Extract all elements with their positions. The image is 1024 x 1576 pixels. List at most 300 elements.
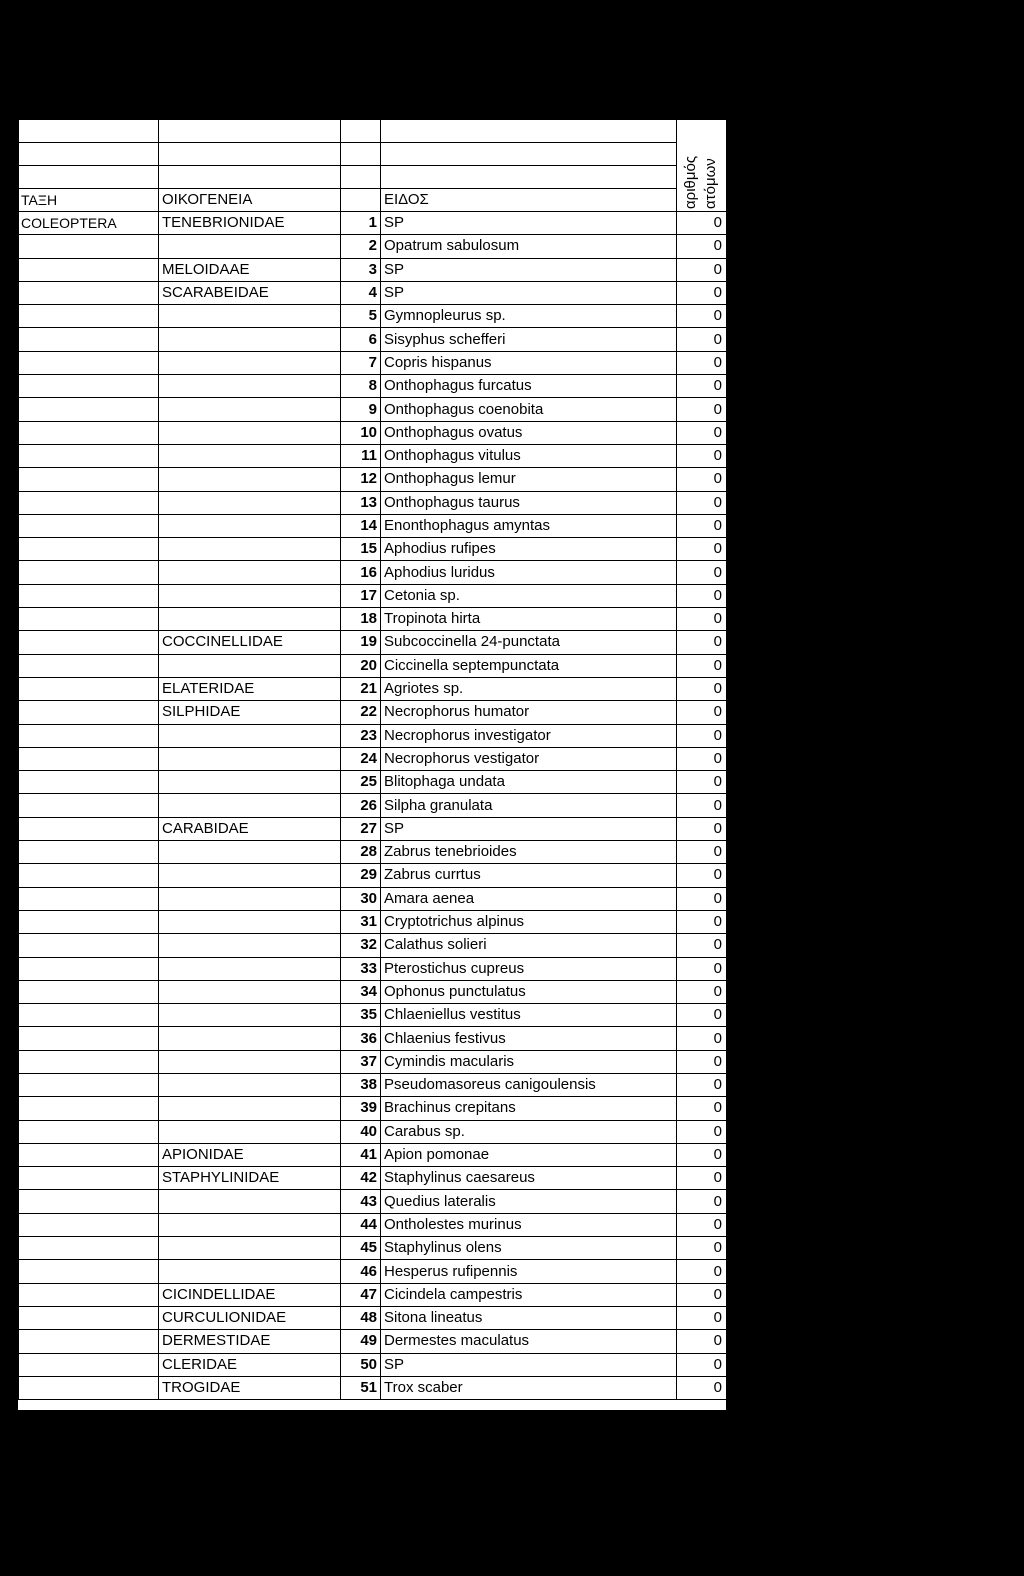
family-cell [159,608,341,631]
order-cell [19,1097,159,1120]
count-cell: 0 [677,724,727,747]
count-cell: 0 [677,1120,727,1143]
table-row [19,654,727,677]
species-name-cell: Chlaeniellus vestitus [381,1004,677,1027]
header-spacer-cell [19,120,159,143]
order-cell [19,1237,159,1260]
species-number-cell: 19 [341,631,381,654]
species-number-cell: 4 [341,281,381,304]
species-name-cell: Onthophagus coenobita [381,398,677,421]
family-cell [159,1004,341,1027]
order-cell [19,468,159,491]
count-cell: 0 [677,1027,727,1050]
order-cell [19,491,159,514]
species-name-cell: Copris hispanus [381,351,677,374]
count-cell: 0 [677,887,727,910]
table-row [19,584,727,607]
order-cell [19,1073,159,1096]
order-cell [19,514,159,537]
count-cell: 0 [677,468,727,491]
species-name-cell: Necrophorus humator [381,701,677,724]
species-table [18,119,727,1400]
family-cell: CLERIDAE [159,1353,341,1376]
species-name-cell: Ciccinella septempunctata [381,654,677,677]
table-row [19,212,727,235]
species-number-cell: 18 [341,608,381,631]
family-cell [159,398,341,421]
species-name-cell: Aphodius rufipes [381,538,677,561]
table-row [19,1190,727,1213]
species-name-cell: Staphylinus olens [381,1237,677,1260]
table-row [19,864,727,887]
table-row [19,468,727,491]
count-cell: 0 [677,747,727,770]
header-num [341,189,381,212]
count-cell: 0 [677,677,727,700]
family-cell [159,375,341,398]
species-number-cell: 28 [341,841,381,864]
count-cell: 0 [677,771,727,794]
species-number-cell: 42 [341,1167,381,1190]
header-row [19,189,727,212]
count-cell: 0 [677,608,727,631]
species-name-cell: SP [381,817,677,840]
family-cell [159,514,341,537]
species-name-cell: Zabrus currtus [381,864,677,887]
species-number-cell: 12 [341,468,381,491]
family-cell [159,328,341,351]
family-cell [159,934,341,957]
table-row [19,771,727,794]
species-number-cell: 16 [341,561,381,584]
count-cell: 0 [677,258,727,281]
table-row [19,1376,727,1399]
order-cell [19,1167,159,1190]
species-number-cell: 20 [341,654,381,677]
species-number-cell: 35 [341,1004,381,1027]
species-number-cell: 10 [341,421,381,444]
header-species: ΕΙΔΟΣ [381,189,677,212]
table-row [19,514,727,537]
species-number-cell: 43 [341,1190,381,1213]
count-cell: 0 [677,1306,727,1329]
species-number-cell: 47 [341,1283,381,1306]
species-number-cell: 46 [341,1260,381,1283]
species-number-cell: 7 [341,351,381,374]
species-number-cell: 26 [341,794,381,817]
family-cell: DERMESTIDAE [159,1330,341,1353]
order-cell [19,1376,159,1399]
table-row [19,724,727,747]
family-cell [159,468,341,491]
order-cell [19,677,159,700]
species-number-cell: 38 [341,1073,381,1096]
species-name-cell: Apion pomonae [381,1143,677,1166]
header-spacer-cell [19,166,159,189]
order-cell [19,281,159,304]
species-name-cell: Chlaenius festivus [381,1027,677,1050]
species-number-cell: 8 [341,375,381,398]
header-spacer-cell [159,120,341,143]
species-name-cell: Hesperus rufipennis [381,1260,677,1283]
count-cell: 0 [677,817,727,840]
species-number-cell: 14 [341,514,381,537]
family-cell: TENEBRIONIDAE [159,212,341,235]
table-row [19,1050,727,1073]
species-number-cell: 34 [341,980,381,1003]
species-name-cell: Onthophagus vitulus [381,444,677,467]
count-cell: 0 [677,212,727,235]
table-row [19,305,727,328]
table-row [19,1167,727,1190]
order-cell [19,1050,159,1073]
count-cell: 0 [677,514,727,537]
count-cell: 0 [677,421,727,444]
header-spacer-cell [159,166,341,189]
species-name-cell: Quedius lateralis [381,1190,677,1213]
species-name-cell: Dermestes maculatus [381,1330,677,1353]
species-number-cell: 21 [341,677,381,700]
order-cell [19,1353,159,1376]
species-number-cell: 11 [341,444,381,467]
family-cell: TROGIDAE [159,1376,341,1399]
count-cell: 0 [677,1376,727,1399]
family-cell: APIONIDAE [159,1143,341,1166]
family-cell [159,584,341,607]
order-cell: COLEOPTERA [19,212,159,235]
table-row [19,375,727,398]
species-number-cell: 44 [341,1213,381,1236]
order-cell [19,1306,159,1329]
count-cell: 0 [677,1330,727,1353]
order-cell [19,980,159,1003]
table-row [19,817,727,840]
species-number-cell: 31 [341,910,381,933]
header-spacer-cell [341,166,381,189]
family-cell [159,910,341,933]
family-cell [159,1213,341,1236]
species-number-cell: 5 [341,305,381,328]
count-header-wrap [677,125,727,211]
table-row [19,328,727,351]
count-cell: 0 [677,1213,727,1236]
count-cell: 0 [677,491,727,514]
count-cell: 0 [677,980,727,1003]
family-cell [159,444,341,467]
species-name-cell: Brachinus crepitans [381,1097,677,1120]
family-cell [159,538,341,561]
species-name-cell: Silpha granulata [381,794,677,817]
header-family: ΟΙΚΟΓΕΝΕΙΑ [159,189,341,212]
header-spacer-cell [381,166,677,189]
order-cell [19,305,159,328]
species-number-cell: 37 [341,1050,381,1073]
order-cell [19,421,159,444]
table-row [19,1353,727,1376]
species-name-cell: SP [381,258,677,281]
species-name-cell: Calathus solieri [381,934,677,957]
count-cell: 0 [677,328,727,351]
order-cell [19,794,159,817]
table-row [19,538,727,561]
family-cell: STAPHYLINIDAE [159,1167,341,1190]
species-number-cell: 24 [341,747,381,770]
order-cell [19,351,159,374]
species-number-cell: 39 [341,1097,381,1120]
species-number-cell: 33 [341,957,381,980]
count-cell: 0 [677,305,727,328]
count-cell: 0 [677,654,727,677]
order-cell [19,444,159,467]
species-number-cell: 29 [341,864,381,887]
species-name-cell: Opatrum sabulosum [381,235,677,258]
species-name-cell: Ontholestes murinus [381,1213,677,1236]
family-cell: CARABIDAE [159,817,341,840]
table-row [19,1143,727,1166]
header-spacer-cell [159,143,341,166]
table-row [19,1260,727,1283]
table-row [19,1120,727,1143]
count-cell: 0 [677,701,727,724]
species-name-cell: Ophonus punctulatus [381,980,677,1003]
header-spacer-cell [19,143,159,166]
species-name-cell: Staphylinus caesareus [381,1167,677,1190]
family-cell: CURCULIONIDAE [159,1306,341,1329]
species-name-cell: Tropinota hirta [381,608,677,631]
header-count-cell [677,120,727,212]
table-row [19,1213,727,1236]
order-cell [19,538,159,561]
table-row [19,398,727,421]
table-row [19,421,727,444]
family-cell: COCCINELLIDAE [159,631,341,654]
table-row [19,491,727,514]
header-spacer-cell [341,120,381,143]
family-cell [159,654,341,677]
order-cell [19,1283,159,1306]
species-number-cell: 40 [341,1120,381,1143]
species-number-cell: 49 [341,1330,381,1353]
order-cell [19,375,159,398]
count-cell: 0 [677,584,727,607]
header-spacer-row [19,143,727,166]
species-number-cell: 27 [341,817,381,840]
count-cell: 0 [677,794,727,817]
species-number-cell: 13 [341,491,381,514]
table-row [19,1306,727,1329]
order-cell [19,631,159,654]
family-cell [159,1260,341,1283]
table-body [19,120,727,1400]
count-header-line2: ατόμων [702,158,719,209]
species-name-cell: Aphodius luridus [381,561,677,584]
table-row [19,841,727,864]
family-cell [159,491,341,514]
family-cell [159,980,341,1003]
species-name-cell: Sitona lineatus [381,1306,677,1329]
table-row [19,258,727,281]
count-cell: 0 [677,1237,727,1260]
order-cell [19,771,159,794]
species-number-cell: 22 [341,701,381,724]
family-cell [159,421,341,444]
species-number-cell: 25 [341,771,381,794]
count-cell: 0 [677,934,727,957]
count-cell: 0 [677,957,727,980]
species-name-cell: Necrophorus vestigator [381,747,677,770]
order-cell [19,1330,159,1353]
order-cell [19,817,159,840]
order-cell [19,1120,159,1143]
table-row [19,1283,727,1306]
order-cell [19,1143,159,1166]
table-row [19,608,727,631]
family-cell [159,957,341,980]
table-row [19,631,727,654]
species-name-cell: SP [381,281,677,304]
species-name-cell: Agriotes sp. [381,677,677,700]
species-name-cell: Trox scaber [381,1376,677,1399]
species-number-cell: 9 [341,398,381,421]
species-number-cell: 2 [341,235,381,258]
table-row [19,677,727,700]
family-cell [159,1027,341,1050]
count-header-line1: αριθμός [682,155,699,209]
count-cell: 0 [677,1353,727,1376]
table-row [19,281,727,304]
species-number-cell: 45 [341,1237,381,1260]
count-header-rotated [681,125,725,209]
species-number-cell: 30 [341,887,381,910]
count-cell: 0 [677,375,727,398]
family-cell: MELOIDAAE [159,258,341,281]
species-number-cell: 41 [341,1143,381,1166]
species-number-cell: 6 [341,328,381,351]
species-name-cell: Onthophagus ovatus [381,421,677,444]
family-cell [159,841,341,864]
species-number-cell: 32 [341,934,381,957]
species-name-cell: Cryptotrichus alpinus [381,910,677,933]
family-cell: SILPHIDAE [159,701,341,724]
species-name-cell: Onthophagus furcatus [381,375,677,398]
header-order: ΤΑΞΗ [19,189,159,212]
table-row [19,561,727,584]
order-cell [19,864,159,887]
order-cell [19,1260,159,1283]
count-cell: 0 [677,1283,727,1306]
species-name-cell: Onthophagus taurus [381,491,677,514]
species-number-cell: 23 [341,724,381,747]
order-cell [19,1213,159,1236]
order-cell [19,328,159,351]
order-cell [19,724,159,747]
species-name-cell: SP [381,1353,677,1376]
species-name-cell: Pseudomasoreus canigoulensis [381,1073,677,1096]
species-name-cell: Carabus sp. [381,1120,677,1143]
family-cell: CICINDELLIDAE [159,1283,341,1306]
species-name-cell: Sisyphus schefferi [381,328,677,351]
count-cell: 0 [677,351,727,374]
table-row [19,1027,727,1050]
table-row [19,351,727,374]
header-spacer-row [19,120,727,143]
species-name-cell: Cicindela campestris [381,1283,677,1306]
family-cell [159,305,341,328]
species-name-cell: Onthophagus lemur [381,468,677,491]
family-cell [159,561,341,584]
species-name-cell: Necrophorus investigator [381,724,677,747]
species-number-cell: 51 [341,1376,381,1399]
order-cell [19,654,159,677]
species-name-cell: Zabrus tenebrioides [381,841,677,864]
count-cell: 0 [677,398,727,421]
species-number-cell: 1 [341,212,381,235]
order-cell [19,561,159,584]
table-row [19,887,727,910]
header-spacer-cell [341,143,381,166]
order-cell [19,584,159,607]
species-name-cell: Amara aenea [381,887,677,910]
species-name-cell: Pterostichus cupreus [381,957,677,980]
table-row [19,1330,727,1353]
count-cell: 0 [677,1260,727,1283]
family-cell: ELATERIDAE [159,677,341,700]
family-cell [159,1073,341,1096]
family-cell [159,1237,341,1260]
table-row [19,747,727,770]
table-row [19,910,727,933]
count-cell: 0 [677,1004,727,1027]
species-number-cell: 50 [341,1353,381,1376]
order-cell [19,398,159,421]
species-name-cell: Blitophaga undata [381,771,677,794]
count-cell: 0 [677,1050,727,1073]
family-cell [159,1190,341,1213]
family-cell [159,235,341,258]
family-cell [159,771,341,794]
order-cell [19,934,159,957]
species-name-cell: Gymnopleurus sp. [381,305,677,328]
table-row [19,957,727,980]
count-cell: 0 [677,281,727,304]
family-cell [159,1097,341,1120]
table-row [19,444,727,467]
family-cell: SCARABEIDAE [159,281,341,304]
species-name-cell: Enonthophagus amyntas [381,514,677,537]
family-cell [159,747,341,770]
order-cell [19,841,159,864]
table-row [19,1237,727,1260]
count-cell: 0 [677,235,727,258]
count-cell: 0 [677,538,727,561]
table-row [19,1073,727,1096]
table-row [19,1004,727,1027]
table-row [19,235,727,258]
count-cell: 0 [677,864,727,887]
count-cell: 0 [677,1143,727,1166]
species-number-cell: 36 [341,1027,381,1050]
order-cell [19,887,159,910]
table-row [19,1097,727,1120]
count-cell: 0 [677,631,727,654]
species-number-cell: 3 [341,258,381,281]
count-cell: 0 [677,841,727,864]
count-cell: 0 [677,1167,727,1190]
order-cell [19,747,159,770]
count-cell: 0 [677,444,727,467]
family-cell [159,351,341,374]
family-cell [159,1050,341,1073]
